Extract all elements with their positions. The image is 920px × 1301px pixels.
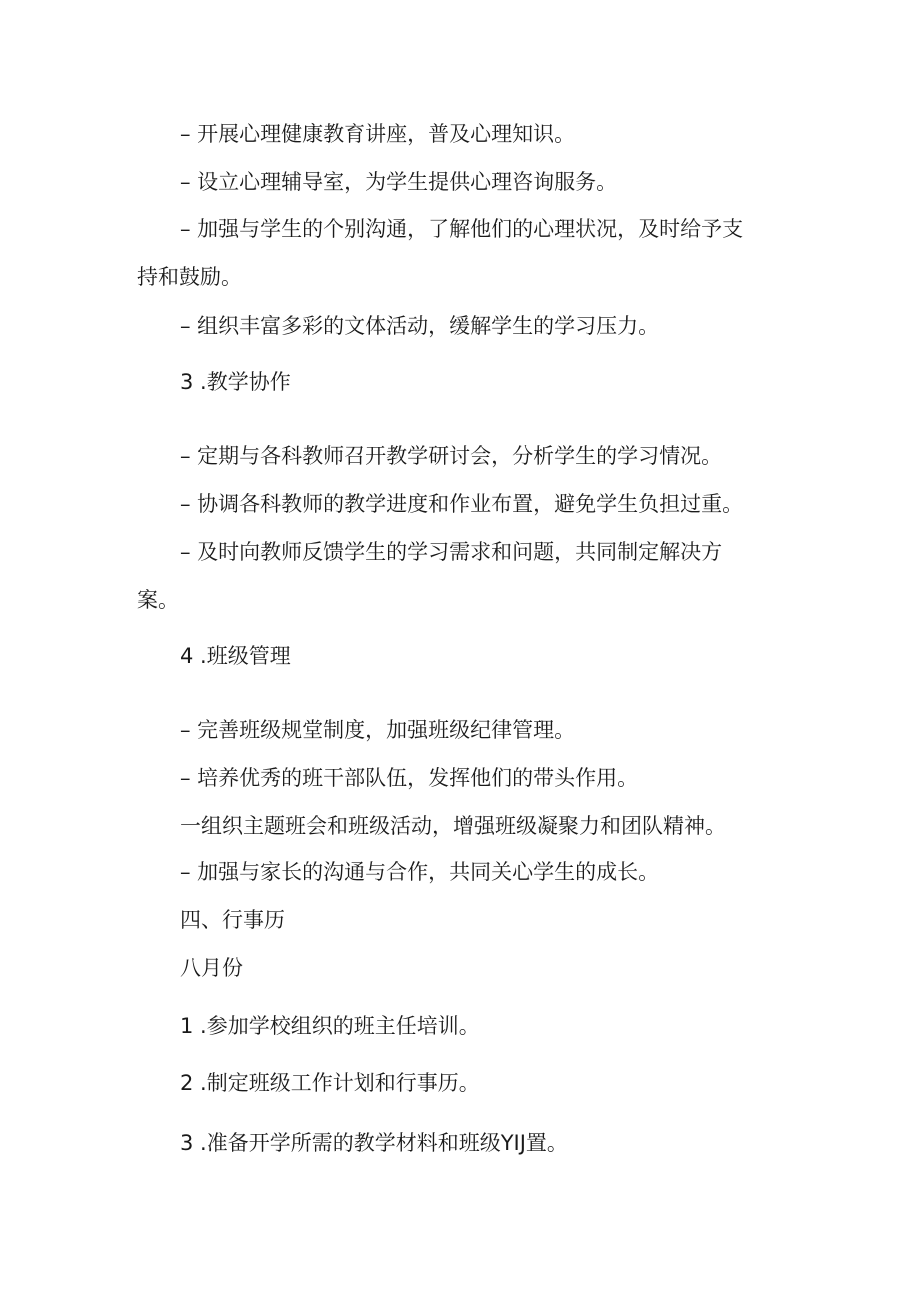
bullet-individual-communication-cont: 持和鼓励。 — [137, 265, 242, 289]
bullet-theme-meetings: 一组织主题班会和班级活动，增强班级凝聚力和团队精神。 — [180, 814, 726, 838]
bullet-class-rules: – 完善班级规堂制度，加强班级纪律管理。 — [180, 718, 576, 742]
bullet-class-cadres: – 培养优秀的班干部队伍，发挥他们的带头作用。 — [180, 766, 639, 790]
bullet-activities: – 组织丰富多彩的文体活动，缓解学生的学习压力。 — [180, 314, 660, 338]
bullet-feedback-cont: 案。 — [137, 588, 179, 612]
august-item-2: 2 .制定班级工作计划和行事历。 — [180, 1071, 480, 1095]
section-heading-class-management: 4 .班级管理 — [180, 644, 291, 668]
august-item-1: 1 .参加学校组织的班主任培训。 — [180, 1014, 480, 1038]
bullet-psych-lecture: – 开展心理健康教育讲座，普及心理知识。 — [180, 122, 576, 146]
section-heading-teaching-collab: 3 .教学协作 — [180, 370, 291, 394]
bullet-individual-communication: – 加强与学生的个别沟通，了解他们的心理状况，及时给予支 — [180, 217, 744, 241]
bullet-feedback: – 及时向教师反馈学生的学习需求和问题，共同制定解决方 — [180, 540, 723, 564]
bullet-counseling-room: – 设立心理辅导室，为学生提供心理咨询服务。 — [180, 170, 618, 194]
section-heading-calendar: 四、行事历 — [180, 908, 285, 932]
bullet-coordinate-progress: – 协调各科教师的教学进度和作业布置，避免学生负担过重。 — [180, 492, 744, 516]
bullet-teaching-seminar: – 定期与各科教师召开教学研讨会，分析学生的学习情况。 — [180, 444, 723, 468]
august-item-3: 3 .准备开学所需的教学材料和班级YIJ置。 — [180, 1131, 568, 1155]
bullet-parent-communication: – 加强与家长的沟通与合作，共同关心学生的成长。 — [180, 860, 660, 884]
month-heading-august: 八月份 — [180, 956, 243, 980]
